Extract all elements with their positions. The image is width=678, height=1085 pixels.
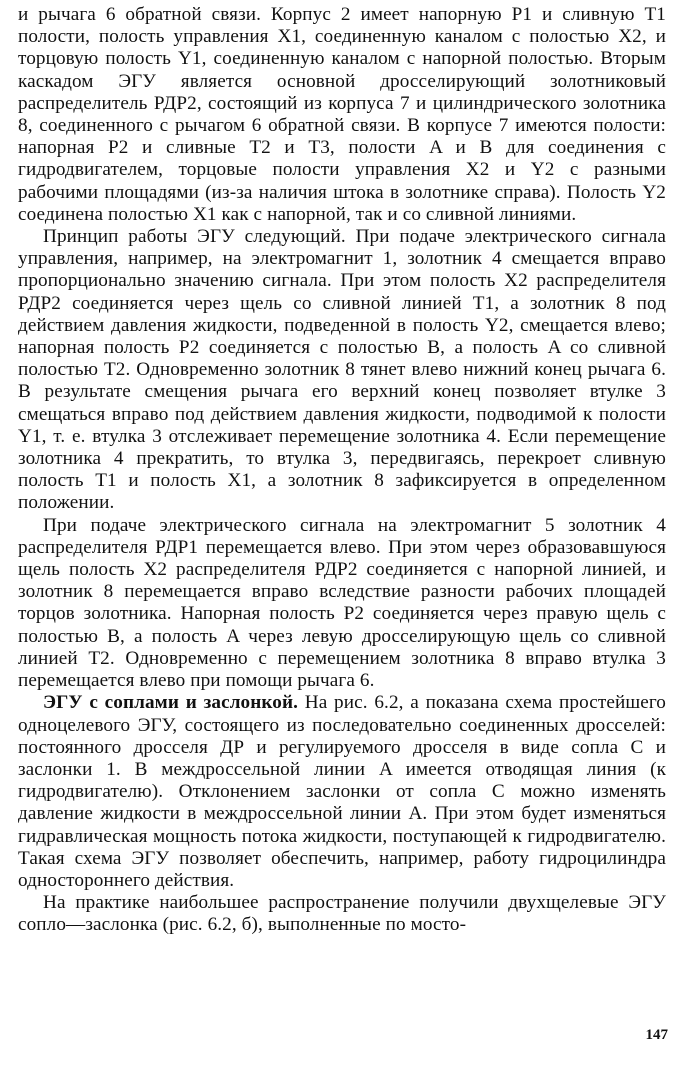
paragraph-3: При подаче электрического сигнала на электромагнит 5 золотник 4 распределителя РДР1 перемещается влево. При этом через образовавшуюся щель полость X2 распределителя РДР2 соединяется с напорной линией, и золотник 8 перемещается вправо вследствие разности рабочих площадей торцов золотника. Напорная полость P2 соединяется через правую щель с полостью B, а полость A через левую дросселирующую щель со сливной линией T2. Одновременно с перемещением золотника 8 вправо втулка 3 перемещается влево при помощи рычага 6. xyxy=(18,514,666,692)
paragraph-4-text: На рис. 6.2, a показана схема простейшего одноцелевого ЭГУ, состоящего из последовательно соединенных дросселей: постоянного дросселя ДР и регулируемого дросселя в виде сопла C и заслонки 1. В междроссельной линии A имеется отводящая линия (к гидродвигателю). Отклонением заслонки от сопла C можно изменять давление жидкости в междроссельной линии A. При этом будет изменяться гидравлическая мощность потока жидкости, поступающей к гидродвигателю. Такая схема ЭГУ позволяет обеспечить, например, работу гидроцилиндра одностороннего действия. xyxy=(18,692,666,891)
paragraph-4 xyxy=(18,692,666,892)
paragraph-2: Принцип работы ЭГУ следующий. При подаче электрического сигнала управления, например, на электромагнит 1, золотник 4 смещается вправо пропорционально значению сигнала. При этом полость X2 распределителя РДР2 соединяется через щель со сливной линией T1, а золотник 8 под действием давления жидкости, подведенной в полость Y2, смещается влево; напорная полость P2 соединяется с полостью B, а полость A со сливной полостью T2. Одновременно золотник 8 тянет влево нижний конец рычага 6. В результате смещения рычага его верхний конец позволяет втулке 3 смещаться вправо под действием давления жидкости, подводимой к полости Y1, т. е. втулка 3 отслеживает перемещение золотника 4. Если перемещение золотника 4 прекратить, то втулка 3, передвигаясь, перекроет сливную полость T1 и полость X1, а золотник 8 зафиксируется в определенном положении. xyxy=(18,226,666,514)
paragraph-5: На практике наибольшее распространение получили двухщелевые ЭГУ сопло—заслонка (рис. 6.2, б), выполненные по мосто- xyxy=(18,892,666,936)
paragraph-1: и рычага 6 обратной связи. Корпус 2 имеет напорную P1 и сливную T1 полости, полость управления X1, соединенную каналом с полостью X2, и торцовую полость Y1, соединенную каналом с напорной полостью. Вторым каскадом ЭГУ является основной дросселирующий золотниковый распределитель РДР2, состоящий из корпуса 7 и цилиндрического золотника 8, соединенного с рычагом 6 обратной связи. В корпусе 7 имеются полости: напорная P2 и сливные T2 и T3, полости A и B для соединения с гидродвигателем, торцовые полости управления X2 и Y2 с разными рабочими площадями (из-за наличия штока в золотнике справа). Полость Y2 соединена полостью X1 как с напорной, так и со сливной линиями. xyxy=(18,4,666,225)
page-number: 147 xyxy=(645,1027,668,1043)
section-lead: ЭГУ с соплами и заслонкой. xyxy=(43,692,299,714)
document-page xyxy=(18,4,666,1079)
